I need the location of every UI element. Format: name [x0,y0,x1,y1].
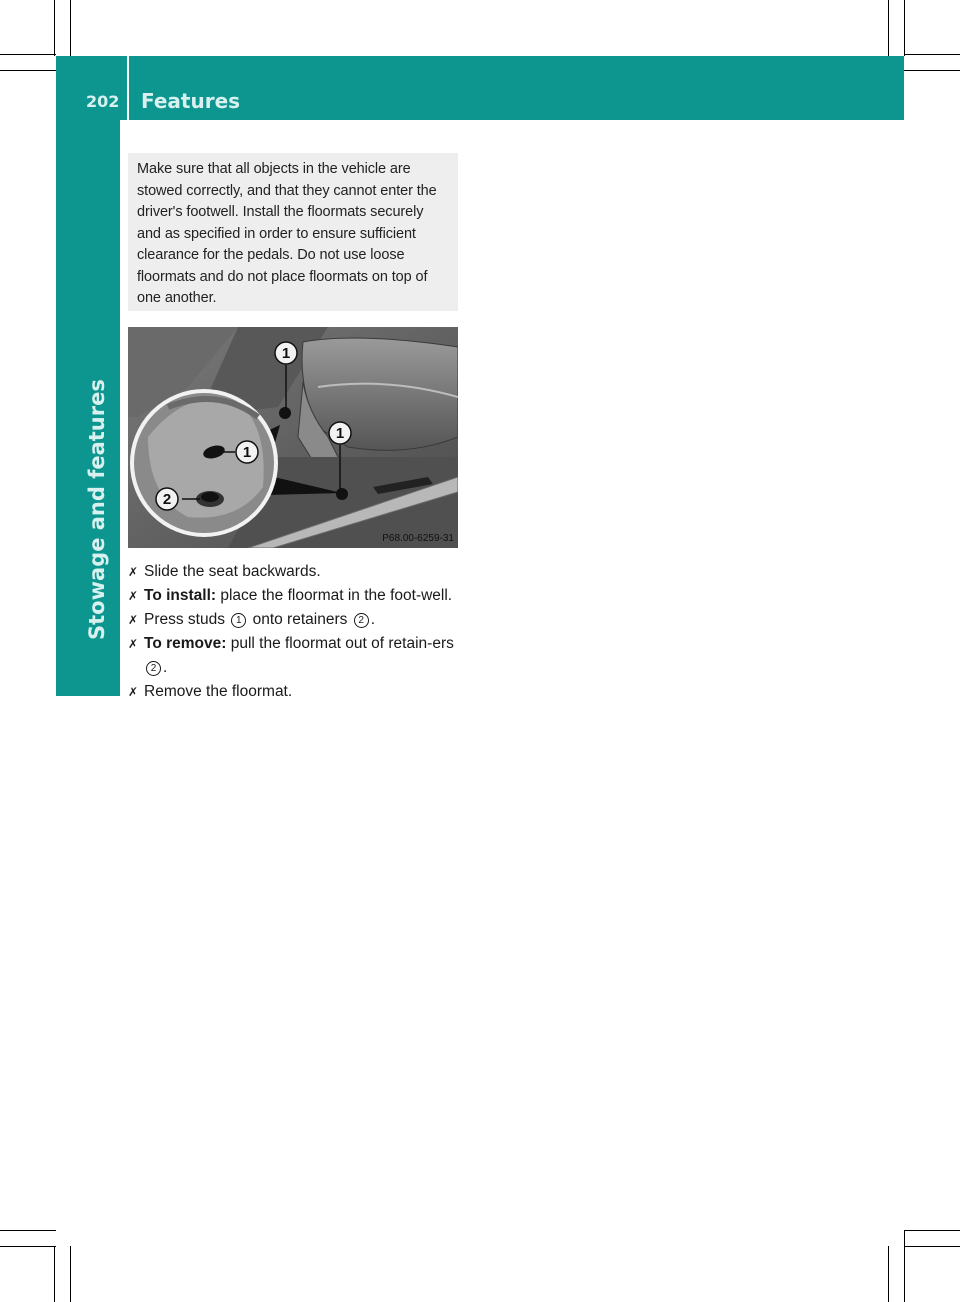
warning-box [128,153,458,311]
crop-mark [904,1230,960,1231]
crop-mark [0,54,56,55]
callout-stud-label-a: 1 [281,345,291,362]
warning-text: Make sure that all objects in the vehicle are stowed correctly, and that they cannot enter the driver's footwell. Install the floormats securely and as specified in order to ensure sufficient clearance for the pedals. Do not use loose floormats and do not place floormats on top of one another. [137,161,437,306]
step-label: To remove: [144,635,227,652]
section-title: Features [141,89,241,113]
page-number: 202 [86,92,120,111]
callout-stud-label-c: 1 [242,444,252,461]
step-arrow-icon: ✗ [128,565,139,579]
step-label: To install: [144,587,217,604]
step-text: Remove the floormat. [144,683,293,700]
step-item [128,584,468,608]
crop-mark [904,1246,960,1247]
step-arrow-icon: ✗ [128,637,139,651]
step-item [128,560,468,584]
step-arrow-icon: ✗ [128,613,139,627]
chapter-label: Stowage and features [85,379,109,640]
instruction-steps [128,560,468,704]
ref-number-badge: 2 [146,661,161,676]
page-header [56,56,904,120]
step-text: Press studs [144,611,230,628]
ref-number-badge: 2 [354,613,369,628]
callout-stud-label-b: 1 [335,425,345,442]
ref-number-badge: 1 [231,613,246,628]
crop-mark [0,1230,56,1231]
step-text: pull the floormat out of retain-ers [226,635,454,652]
crop-mark [54,1246,55,1302]
callout-retainer-label: 2 [162,491,172,508]
step-item [128,680,468,704]
crop-mark [0,70,56,71]
step-arrow-icon: ✗ [128,589,139,603]
step-item [128,632,468,680]
crop-mark [70,1246,71,1302]
crop-mark [70,0,71,56]
image-code: P68.00-6259-31 [382,533,454,544]
step-item [128,608,468,632]
crop-mark [904,54,960,55]
crop-mark [54,0,55,56]
header-divider [127,56,129,120]
crop-mark [904,0,905,56]
step-arrow-icon: ✗ [128,685,139,699]
step-text: . [163,659,168,676]
crop-mark [888,0,889,56]
floormat-illustration [128,327,458,548]
crop-mark [904,1230,905,1302]
step-text: place the floormat in the foot-well. [216,587,453,604]
step-text: onto retainers [248,611,352,628]
step-text: . [370,611,375,628]
crop-mark [888,1246,889,1302]
crop-mark [0,1246,56,1247]
crop-mark [904,70,960,71]
step-text: Slide the seat backwards. [144,563,321,580]
